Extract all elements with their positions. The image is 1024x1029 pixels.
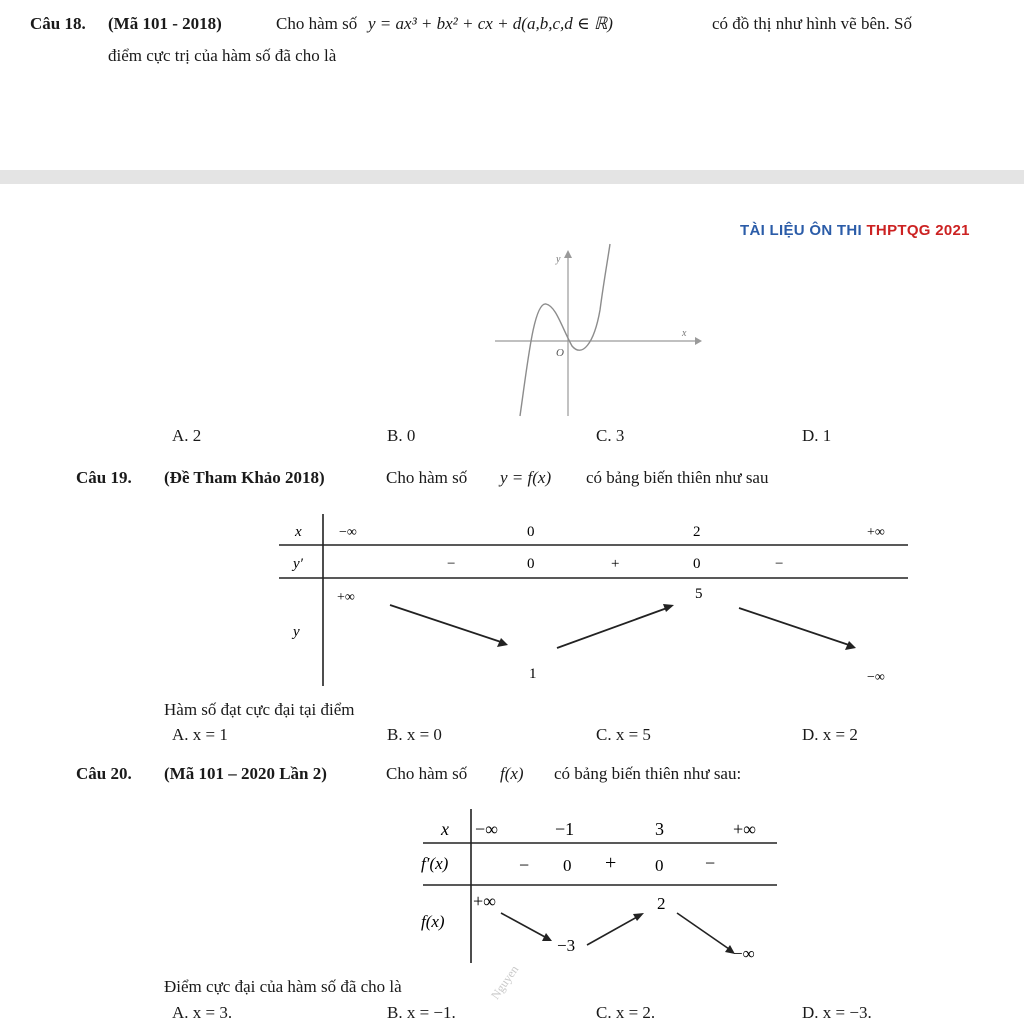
cubic-curve <box>520 244 610 416</box>
q19-row-y: y <box>293 624 300 640</box>
x-axis-arrow <box>695 337 702 345</box>
q19-option-a[interactable]: A. x = 1 <box>172 725 228 744</box>
q19-y-val: 5 <box>695 586 703 602</box>
watermark: Nguyen <box>487 962 522 1002</box>
q18-text-c: điểm cực trị của hàm số đã cho là <box>108 46 337 65</box>
q18-option-b[interactable]: B. 0 <box>387 426 416 445</box>
q20-sign: − <box>519 855 530 875</box>
q19-formula: y = f(x) <box>500 468 552 487</box>
q19-arrow-down <box>390 605 501 642</box>
q18-source: (Mã 101 - 2018) <box>108 14 222 33</box>
q19-text-a: Cho hàm số <box>386 468 468 487</box>
q20-sign: − <box>705 853 716 873</box>
y-axis-arrow <box>564 250 572 258</box>
q20-f-val: −3 <box>557 936 576 955</box>
q19-sign: − <box>775 556 784 572</box>
q18-option-a[interactable]: A. 2 <box>172 426 202 445</box>
x-axis-label: x <box>682 328 687 339</box>
q20-text-a: Cho hàm số <box>386 764 468 783</box>
q18-label: Câu 18. <box>30 14 86 33</box>
q20-sign: 0 <box>563 856 572 875</box>
q20-source: (Mã 101 – 2020 Lần 2) <box>164 764 327 783</box>
q20-row-x: x <box>441 819 449 839</box>
q20-text-b: có bảng biến thiên như sau: <box>554 764 742 783</box>
q19-option-b[interactable]: B. x = 0 <box>387 725 442 744</box>
y-axis-label: y <box>556 254 561 265</box>
q19-x-val: −∞ <box>339 525 357 540</box>
q20-option-c[interactable]: C. x = 2. <box>596 1003 656 1022</box>
q19-arrow-down <box>739 608 849 645</box>
q19-y-val: −∞ <box>867 670 885 685</box>
q20-f-val: +∞ <box>473 891 496 911</box>
q19-option-c[interactable]: C. x = 5 <box>596 725 651 744</box>
q20-arrow-down <box>501 913 545 937</box>
q19-sign: − <box>447 556 456 572</box>
q19-y-val: 1 <box>529 666 537 682</box>
q20-x-val: 3 <box>655 819 664 839</box>
q20-sign: + <box>605 852 617 874</box>
q20-row-fprime: f′(x) <box>421 854 449 873</box>
q20-variation-table <box>415 805 785 975</box>
q18-text-b: có đồ thị như hình vẽ bên. Số <box>712 14 912 33</box>
q20-f-val: −∞ <box>733 944 755 963</box>
q19-option-d[interactable]: D. x = 2 <box>802 725 858 744</box>
header-part2: THPTQG 2021 <box>866 222 970 239</box>
q19-row-x: x <box>295 524 302 540</box>
q19-text-b: có bảng biến thiên như sau <box>586 468 769 487</box>
q18-option-c[interactable]: C. 3 <box>596 426 625 445</box>
q20-option-d[interactable]: D. x = −3. <box>802 1003 872 1022</box>
q19-x-val: 2 <box>693 524 701 540</box>
page-break-band <box>0 170 1024 184</box>
q18-text-a: Cho hàm số <box>276 14 358 33</box>
q19-y-val: +∞ <box>337 590 355 605</box>
q19-question: Hàm số đạt cực đại tại điểm <box>164 700 355 719</box>
q19-variation-table <box>275 510 915 690</box>
q20-formula: f(x) <box>500 764 524 783</box>
q19-sign: 0 <box>527 556 535 572</box>
q19-x-val: +∞ <box>867 525 885 540</box>
q20-option-b[interactable]: B. x = −1. <box>387 1003 456 1022</box>
origin-label: O <box>556 347 564 359</box>
q19-sign: + <box>611 556 620 572</box>
q20-x-val: −1 <box>555 819 575 839</box>
q18-option-d[interactable]: D. 1 <box>802 426 832 445</box>
q20-arrow-up <box>587 917 637 945</box>
q19-arrow-up <box>557 608 667 648</box>
q20-f-val: 2 <box>657 894 666 913</box>
q19-x-val: 0 <box>527 524 535 540</box>
q20-x-val: −∞ <box>475 819 498 839</box>
q20-question: Điểm cực đại của hàm số đã cho là <box>164 977 402 996</box>
q20-row-f: f(x) <box>421 912 445 931</box>
q18-formula: y = ax³ + bx² + cx + d(a,b,c,d ∈ ℝ) <box>368 14 613 33</box>
header-part1: TÀI LIỆU ÔN THI <box>740 222 867 239</box>
q19-label: Câu 19. <box>76 468 132 487</box>
q19-row-yprime: y′ <box>293 556 303 572</box>
q20-sign: 0 <box>655 856 664 875</box>
q20-option-a[interactable]: A. x = 3. <box>172 1003 233 1022</box>
q19-sign: 0 <box>693 556 701 572</box>
q20-label: Câu 20. <box>76 764 132 783</box>
q20-x-val: +∞ <box>733 819 756 839</box>
q19-source: (Đề Tham Khảo 2018) <box>164 468 325 487</box>
q18-cubic-graph <box>490 240 705 420</box>
document-header <box>740 222 970 239</box>
q20-arrow-down <box>677 913 729 949</box>
